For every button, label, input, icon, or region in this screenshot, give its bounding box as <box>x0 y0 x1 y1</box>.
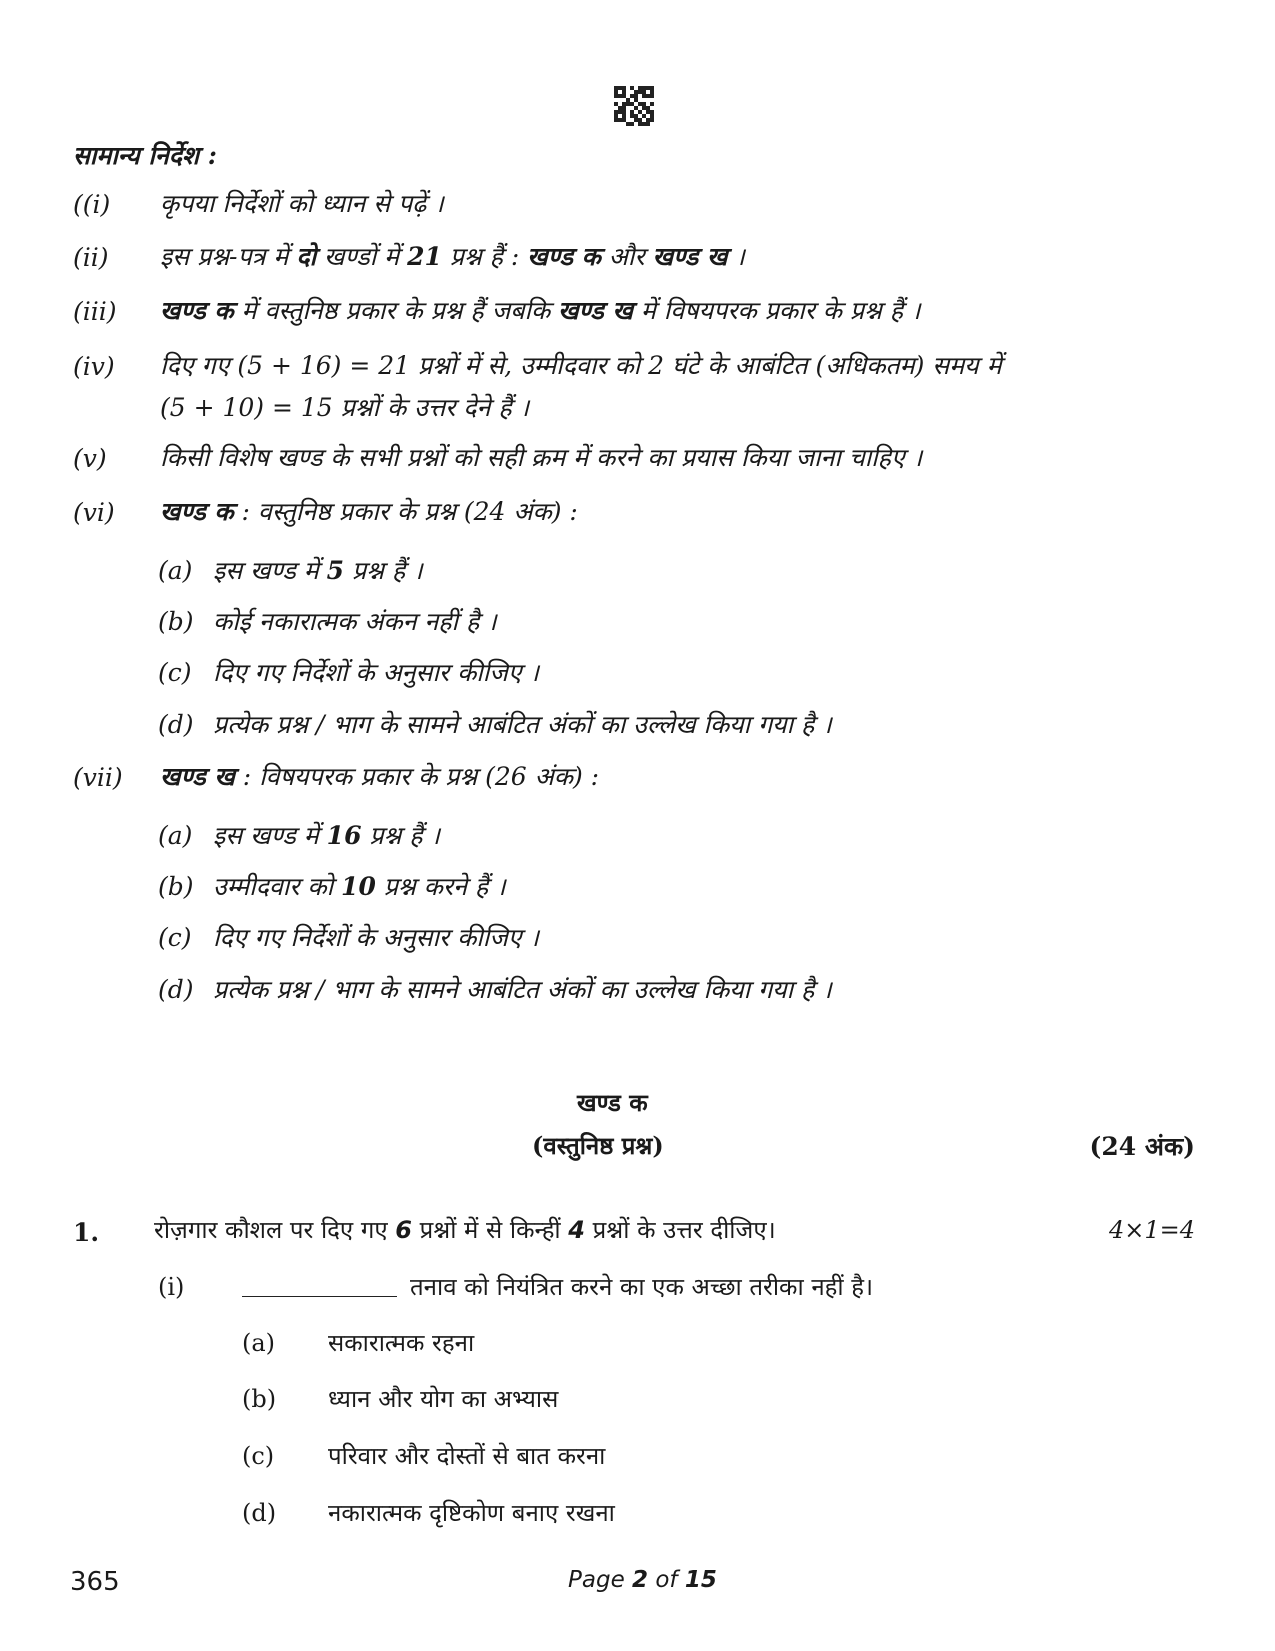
sub-instruction: (c) दिए गए निर्देशों के अनुसार कीजिए । <box>158 923 540 952</box>
section-subtitle: (वस्तुनिष्ठ प्रश्न) <box>532 1131 664 1160</box>
instruction-number: (iii) <box>73 297 117 326</box>
sub-question-text: तनाव को नियंत्रित करने का एक अच्छा तरीका नहीं है। <box>410 1273 874 1301</box>
instruction-number: (v) <box>73 444 107 473</box>
sub-question-number: (i) <box>158 1273 185 1301</box>
instruction-text: इस प्रश्न-पत्र में दो खण्डों में 21 प्रश्न हैं : खण्ड क और खण्ड ख । <box>160 242 745 271</box>
instruction-text: किसी विशेष खण्ड के सभी प्रश्नों को सही क्रम में करने का प्रयास किया जाना चाहिए । <box>160 443 923 472</box>
option-text: परिवार और दोस्तों से बात करना <box>328 1442 606 1470</box>
sub-instruction: (d) प्रत्येक प्रश्न / भाग के सामने आबंटित अंकों का उल्लेख किया गया है । <box>158 975 832 1004</box>
general-instructions-heading: सामान्य निर्देश : <box>73 141 217 170</box>
option-label: (d) <box>242 1499 277 1527</box>
sub-instruction: (b) उम्मीदवार को 10 प्रश्न करने हैं । <box>158 872 506 901</box>
section-title: खण्ड क <box>577 1089 648 1117</box>
sub-instruction: (a) इस खण्ड में 5 प्रश्न हैं । <box>158 556 423 585</box>
instruction-text: खण्ड ख : विषयपरक प्रकार के प्रश्न (26 अंक) : <box>160 762 600 791</box>
instruction-number: (ii) <box>73 243 109 272</box>
question-marks: 4×1=4 <box>1108 1216 1195 1244</box>
sub-instruction: (d) प्रत्येक प्रश्न / भाग के सामने आबंटित अंकों का उल्लेख किया गया है । <box>158 710 832 739</box>
question-text: रोज़गार कौशल पर दिए गए 6 प्रश्नों में से किन्हीं 4 प्रश्नों के उत्तर दीजिए। <box>154 1216 776 1244</box>
instruction-number: (vii) <box>73 763 123 792</box>
option-text: नकारात्मक दृष्टिकोण बनाए रखना <box>328 1499 615 1527</box>
instruction-text: कृपया निर्देशों को ध्यान से पढ़ें । <box>160 189 444 218</box>
instruction-number: (vi) <box>73 498 115 527</box>
qr-code-icon <box>614 86 654 126</box>
option-label: (a) <box>242 1329 276 1357</box>
option-text: ध्यान और योग का अभ्यास <box>328 1385 559 1413</box>
option-text: सकारात्मक रहना <box>328 1329 475 1357</box>
sub-instruction: (a) इस खण्ड में 16 प्रश्न हैं । <box>158 821 440 850</box>
instruction-number: ((i) <box>73 190 111 219</box>
question-number: 1. <box>73 1218 100 1247</box>
section-marks: (24 अंक) <box>1089 1132 1195 1161</box>
instruction-number: (iv) <box>73 352 115 381</box>
instruction-text: दिए गए (5 + 16) = 21 प्रश्नों में से, उम्मीदवार को 2 घंटे के आबंटित (अधिकतम) समय में <box>160 351 1002 380</box>
page-number: Page 2 of 15 <box>568 1567 717 1593</box>
instruction-text: खण्ड क में वस्तुनिष्ठ प्रकार के प्रश्न हैं जबकि खण्ड ख में विषयपरक प्रकार के प्रश्न हैं । <box>160 296 921 325</box>
paper-code: 365 <box>70 1567 120 1597</box>
instruction-text: खण्ड क : वस्तुनिष्ठ प्रकार के प्रश्न (24 अंक) : <box>160 497 578 526</box>
sub-instruction: (c) दिए गए निर्देशों के अनुसार कीजिए । <box>158 658 540 687</box>
option-label: (b) <box>242 1385 277 1413</box>
fill-in-blank-line <box>242 1296 397 1297</box>
instruction-text-continued: (5 + 10) = 15 प्रश्नों के उत्तर देने हैं । <box>160 393 530 422</box>
option-label: (c) <box>242 1442 275 1470</box>
sub-instruction: (b) कोई नकारात्मक अंकन नहीं है । <box>158 607 497 636</box>
